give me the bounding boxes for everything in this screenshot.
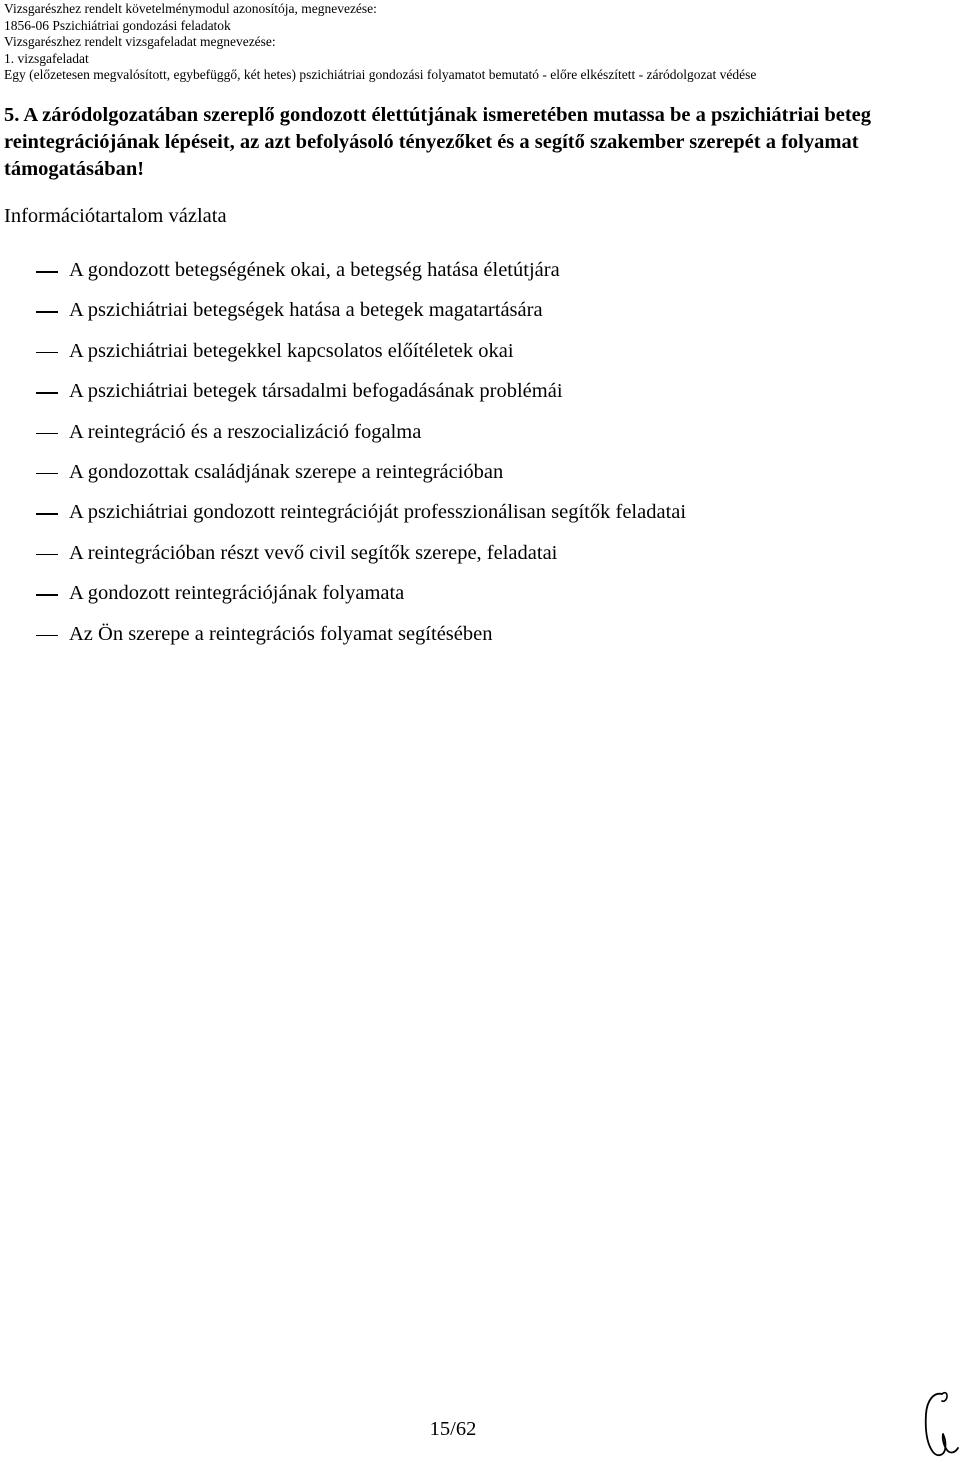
list-item-text: A gondozott betegségének okai, a betegség hatása életútjára bbox=[69, 259, 560, 281]
exam-task-description: Egy (előzetesen megvalósított, egybefüggő, két hetes) pszichiátriai gondozási folyamatot bemutató - előre elkészített - záródolgozat védése bbox=[4, 67, 757, 82]
list-item-text: A reintegráció és a reszocializáció fogalma bbox=[69, 420, 422, 443]
dash-bullet-icon bbox=[36, 271, 58, 273]
dash-bullet-icon bbox=[36, 594, 58, 596]
handwritten-signature bbox=[918, 1386, 960, 1460]
module-name: 1856-06 Pszichiátriai gondozási feladatok bbox=[4, 17, 231, 33]
dash-bullet-icon bbox=[36, 635, 58, 637]
module-label: Vizsgarészhez rendelt követelménymodul azonosítója, megnevezése: bbox=[4, 1, 377, 16]
list-item-text: A gondozottak családjának szerepe a reintegrációban bbox=[69, 460, 504, 483]
outline-heading: Információtartalom vázlata bbox=[4, 205, 227, 227]
dash-bullet-icon bbox=[36, 473, 58, 475]
dash-bullet-icon bbox=[36, 433, 58, 435]
dash-bullet-icon bbox=[36, 554, 58, 556]
list-item-text: Az Ön szerepe a reintegrációs folyamat segítésében bbox=[69, 622, 493, 645]
task-title: 5. A záródolgozatában szereplő gondozott élettútjának ismeretében mutassa be a pszichiátriai beteg reintegrációjának lépéseit, az azt befolyásoló tényezőket és a segítő szakember szerepét a folyamat támogatásában! bbox=[4, 104, 871, 180]
dash-bullet-icon bbox=[36, 311, 58, 313]
list-item-text: A pszichiátriai betegségek hatása a betegek magatartására bbox=[69, 299, 543, 322]
list-item-text: A pszichiátriai gondozott reintegrációját professzionálisan segítők feladatai bbox=[69, 501, 687, 524]
list-item-text: A pszichiátriai betegekkel kapcsolatos előítéletek okai bbox=[69, 339, 514, 362]
list-item-text: A pszichiátriai betegek társadalmi befogadásának problémái bbox=[69, 380, 563, 403]
list-item-text: A reintegrációban részt vevő civil segítők szerepe, feladatai bbox=[69, 541, 558, 564]
dash-bullet-icon bbox=[36, 392, 58, 394]
document-header bbox=[4, 1, 954, 84]
exam-task-number: 1. vizsgafeladat bbox=[4, 50, 89, 66]
exam-task-label: Vizsgarészhez rendelt vizsgafeladat megnevezése: bbox=[4, 34, 276, 49]
dash-bullet-icon bbox=[36, 352, 58, 354]
list-item-text: A gondozott reintegrációjának folyamata bbox=[69, 582, 405, 605]
dash-bullet-icon bbox=[36, 513, 58, 515]
page-number: 15/62 bbox=[429, 1418, 477, 1440]
